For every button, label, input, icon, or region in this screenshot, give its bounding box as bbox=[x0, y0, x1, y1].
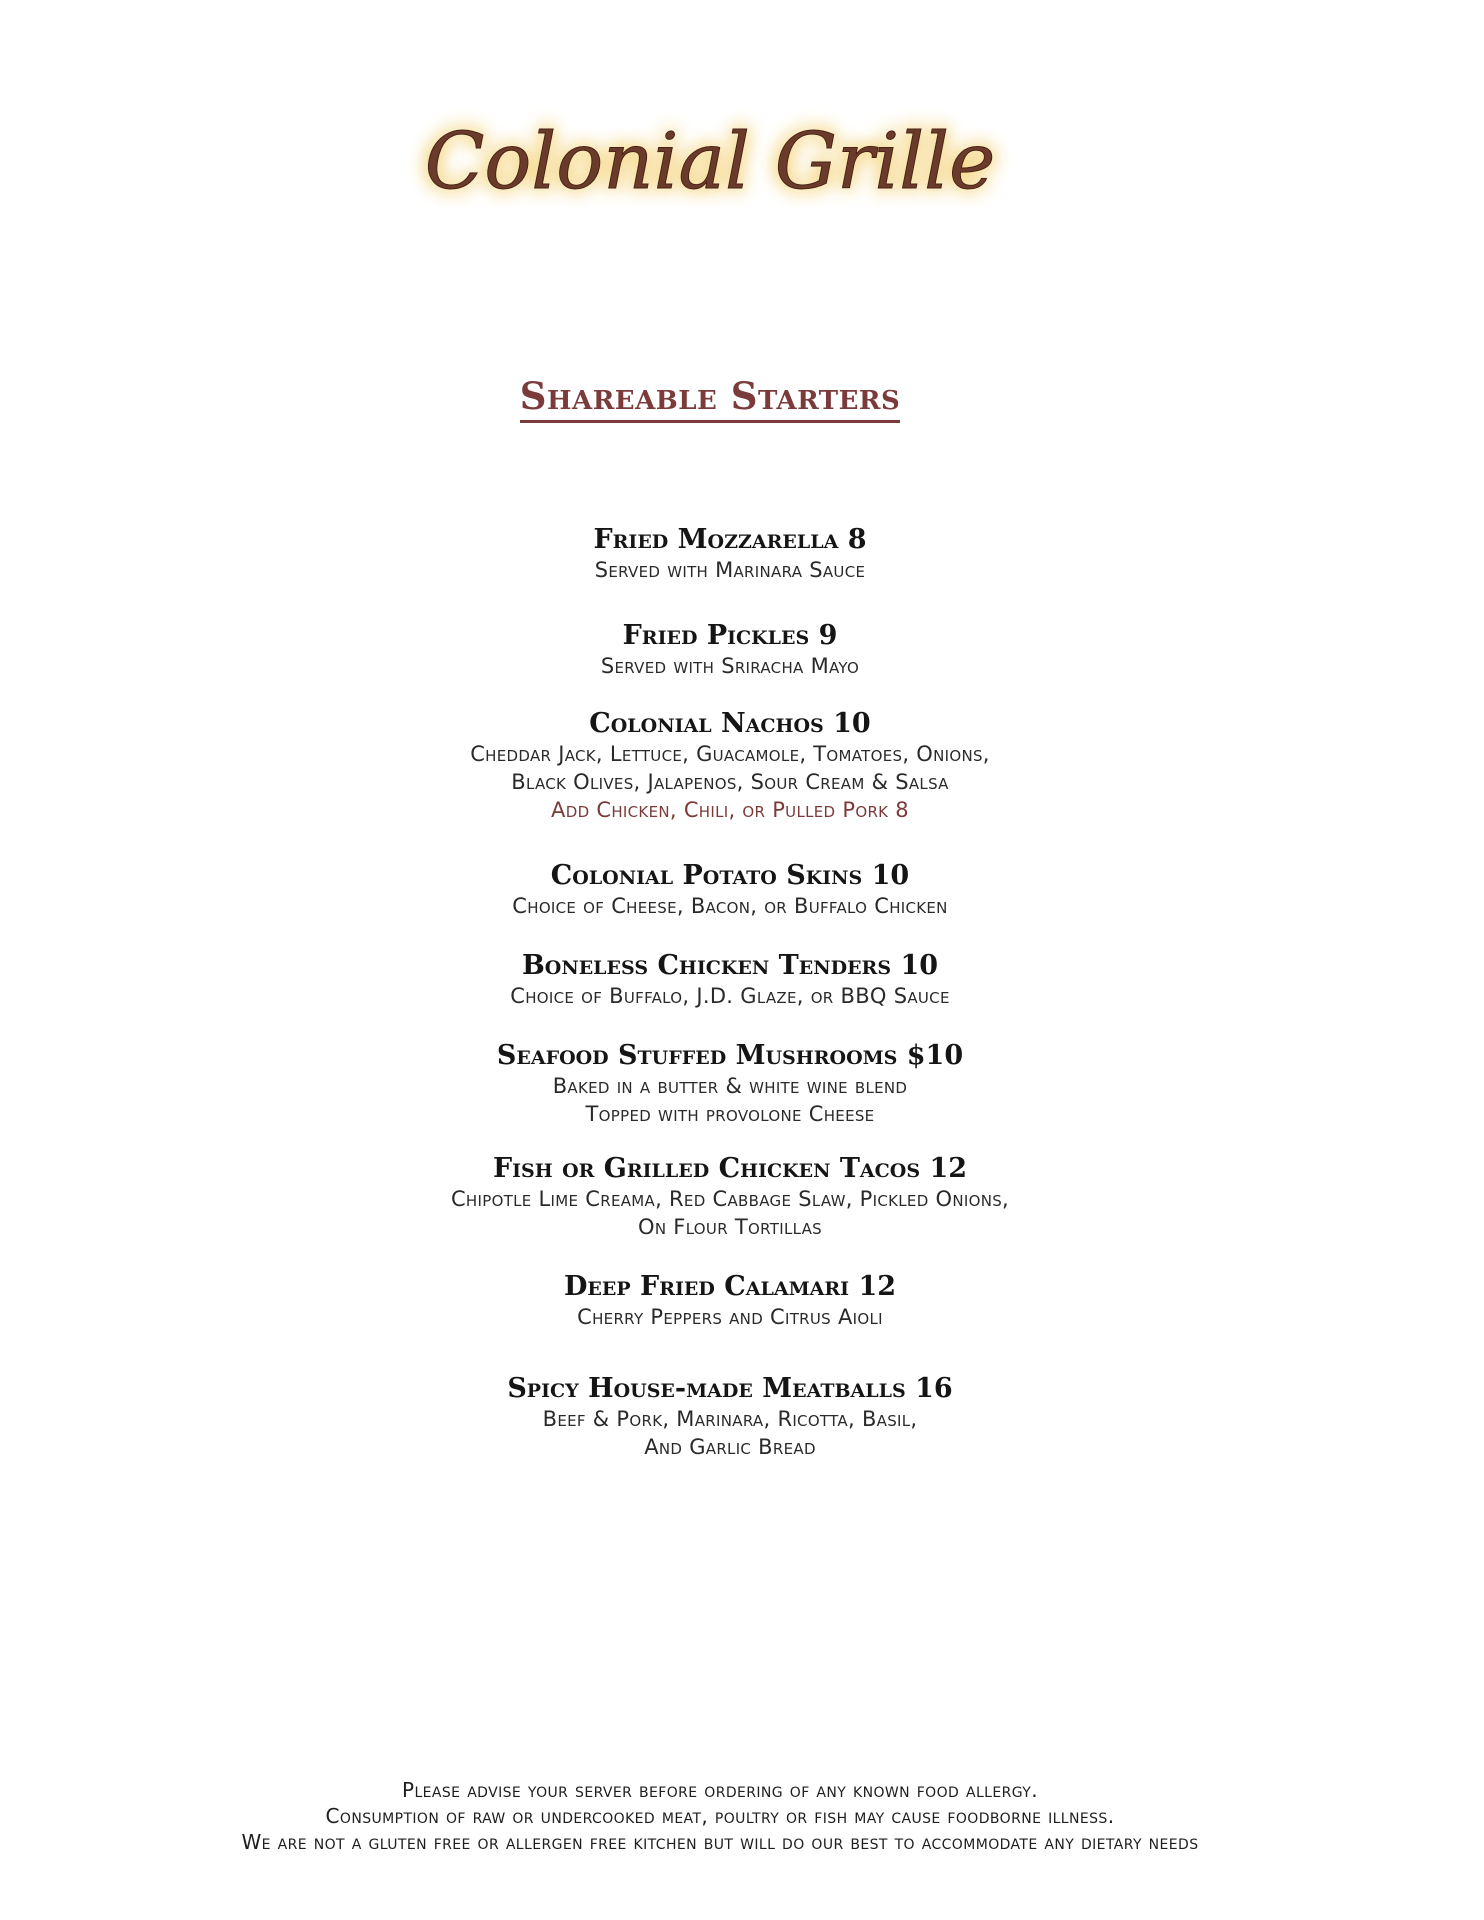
item-description: Beef & Pork, Marinara, Ricotta, Basil, bbox=[542, 1407, 918, 1431]
item-name: Fish or Grilled Chicken Tacos 12 bbox=[492, 1153, 968, 1184]
menu-item-fried-mozzarella bbox=[300, 524, 1160, 584]
item-description: Cherry Peppers and Citrus Aioli bbox=[577, 1305, 883, 1329]
item-name: Seafood Stuffed Mushrooms $10 bbox=[496, 1040, 964, 1071]
allergy-notice bbox=[60, 1777, 1380, 1855]
item-name: Colonial Potato Skins 10 bbox=[550, 860, 910, 891]
menu-item-deep-fried-calamari bbox=[300, 1271, 1160, 1331]
item-name: Boneless Chicken Tenders 10 bbox=[521, 950, 939, 981]
item-description: And Garlic Bread bbox=[644, 1435, 816, 1459]
item-description: Choice of Buffalo, J.D. Glaze, or BBQ Sauce bbox=[510, 984, 950, 1008]
item-name: Colonial Nachos 10 bbox=[589, 708, 871, 739]
item-description: Choice of Cheese, Bacon, or Buffalo Chicken bbox=[512, 894, 948, 918]
menu-item-boneless-chicken-tenders bbox=[300, 950, 1160, 1010]
item-description: Topped with provolone Cheese bbox=[585, 1102, 875, 1126]
item-description: Served with Sriracha Mayo bbox=[600, 654, 860, 678]
menu-list bbox=[300, 0, 1160, 1500]
item-name: Fried Pickles 9 bbox=[622, 620, 838, 651]
item-description: On Flour Tortillas bbox=[637, 1215, 822, 1239]
item-name: Spicy House-made Meatballs 16 bbox=[507, 1373, 953, 1404]
item-name: Fried Mozzarella 8 bbox=[593, 524, 867, 555]
menu-item-colonial-potato-skins bbox=[300, 860, 1160, 920]
item-description: Cheddar Jack, Lettuce, Guacamole, Tomatoes, Onions, bbox=[470, 742, 990, 766]
item-description: Baked in a butter & white wine blend bbox=[552, 1074, 908, 1098]
item-addon: Add Chicken, Chili, or Pulled Pork 8 bbox=[551, 798, 909, 822]
item-description: Served with Marinara Sauce bbox=[594, 558, 866, 582]
menu-item-fried-pickles bbox=[300, 620, 1160, 680]
menu-item-fish-or-grilled-chicken-tacos bbox=[300, 1153, 1160, 1241]
item-description: Black Olives, Jalapenos, Sour Cream & Salsa bbox=[511, 770, 949, 794]
footer-line: Please advise your server before ordering of any known food allergy. bbox=[402, 1778, 1038, 1802]
menu-item-spicy-house-made-meatballs bbox=[300, 1373, 1160, 1461]
footer-line: Consumption of raw or undercooked meat, poultry or fish may cause foodborne illness. bbox=[325, 1804, 1115, 1828]
footer-line: We are not a gluten free or allergen free kitchen but will do our best to accommodate any dietary needs bbox=[241, 1830, 1199, 1854]
logo-text: Colonial Grille bbox=[424, 117, 996, 207]
item-name: Deep Fried Calamari 12 bbox=[563, 1271, 897, 1302]
item-description: Chipotle Lime Creama, Red Cabbage Slaw, Pickled Onions, bbox=[450, 1187, 1010, 1211]
menu-item-seafood-stuffed-mushrooms bbox=[300, 1040, 1160, 1128]
menu-item-colonial-nachos bbox=[300, 708, 1160, 824]
section-title-text: Shareable Starters bbox=[520, 374, 901, 423]
